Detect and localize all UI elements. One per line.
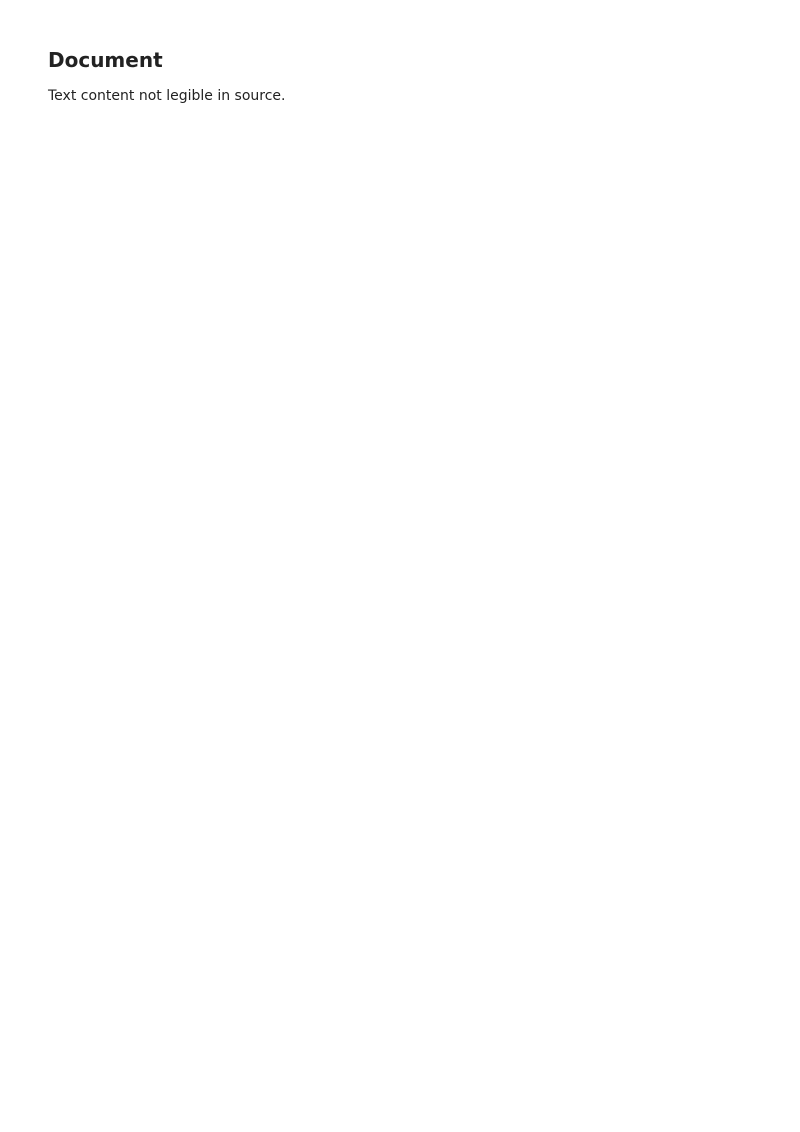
document-body: Text content not legible in source. bbox=[48, 88, 286, 104]
document-heading: Document bbox=[48, 48, 163, 72]
